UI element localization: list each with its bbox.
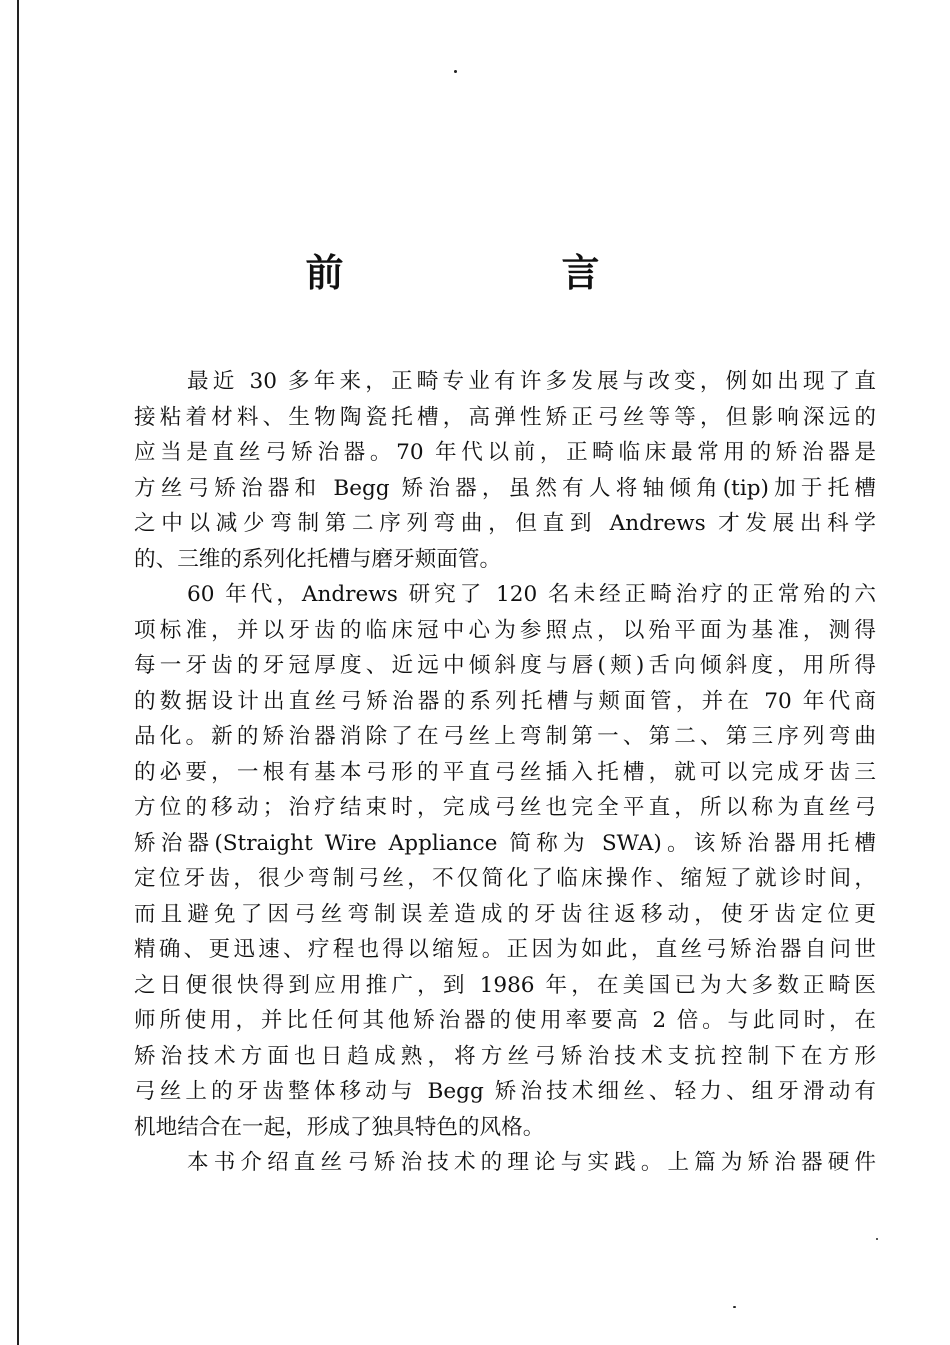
text-line: 精确、更迅速、疗程也得以缩短。正因为如此，直丝弓矫治器自问世 [134,937,876,962]
text-line: 方位的移动；治疗结束时，完成弓丝也完全平直，所以称为直丝弓 [134,795,876,820]
scan-speck-bottom [733,1306,736,1308]
page-edge-line [17,0,19,1345]
text-line: 定位牙齿，很少弯制弓丝，不仅简化了临床操作、缩短了就诊时间， [134,866,876,891]
text-line: 项标准，并以牙齿的临床冠中心为参照点，以殆平面为基准，测得 [134,617,876,643]
text-line: 矫治器(Straight Wire Appliance 简称为 SWA)。该矫治器用托槽 [134,830,876,856]
scan-speck-top [454,70,457,73]
scan-speck-right [876,1238,878,1240]
preface-body [134,364,876,1181]
text-line: 的必要，一根有基本弓形的平直弓丝插入托槽，就可以完成牙齿三 [134,759,876,785]
text-line: 弓丝上的牙齿整体移动与 Begg 矫治技术细丝、轻力、组牙滑动有 [134,1079,876,1104]
text-line: 最近 30 多年来，正畸专业有许多发展与改变，例如出现了直 [187,369,876,394]
text-line: 之中以减少弯制第二序列弯曲，但直到 Andrews 才发展出科学 [134,511,876,536]
text-line: 的、三维的系列化托槽与磨牙颊面管。 [134,546,502,572]
text-line: 的数据设计出直丝弓矫治器的系列托槽与颊面管，并在 70 年代商 [134,688,876,714]
text-line: 师所使用，并比任何其他矫治器的使用率要高 2 倍。与此同时，在 [134,1008,876,1033]
text-line: 方丝弓矫治器和 Begg 矫治器，虽然有人将轴倾角(tip)加于托槽 [134,475,876,501]
text-line: 机地结合在一起，形成了独具特色的风格。 [134,1114,545,1140]
text-line: 应当是直丝弓矫治器。70 年代以前，正畸临床最常用的矫治器是 [134,440,876,465]
text-line: 本书介绍直丝弓矫治技术的理论与实践。上篇为矫治器硬件 [187,1150,876,1175]
text-line: 接粘着材料、生物陶瓷托槽，高弹性矫正弓丝等等，但影响深远的 [134,404,876,430]
text-line: 60 年代，Andrews 研究了 120 名未经正畸治疗的正常殆的六 [187,582,876,607]
text-line: 每一牙齿的牙冠厚度、近远中倾斜度与唇(颊)舌向倾斜度，用所得 [134,653,876,678]
text-line: 而且避免了因弓丝弯制误差造成的牙齿往返移动，使牙齿定位更 [134,901,876,927]
text-line: 品化。新的矫治器消除了在弓丝上弯制第一、第二、第三序列弯曲 [134,724,876,749]
preface-title: 前 言 [305,250,690,295]
text-line: 之日便很快得到应用推广，到 1986 年，在美国已为大多数正畸医 [134,972,876,998]
text-line: 矫治技术方面也日趋成熟，将方丝弓矫治技术支抗控制下在方形 [134,1043,876,1069]
